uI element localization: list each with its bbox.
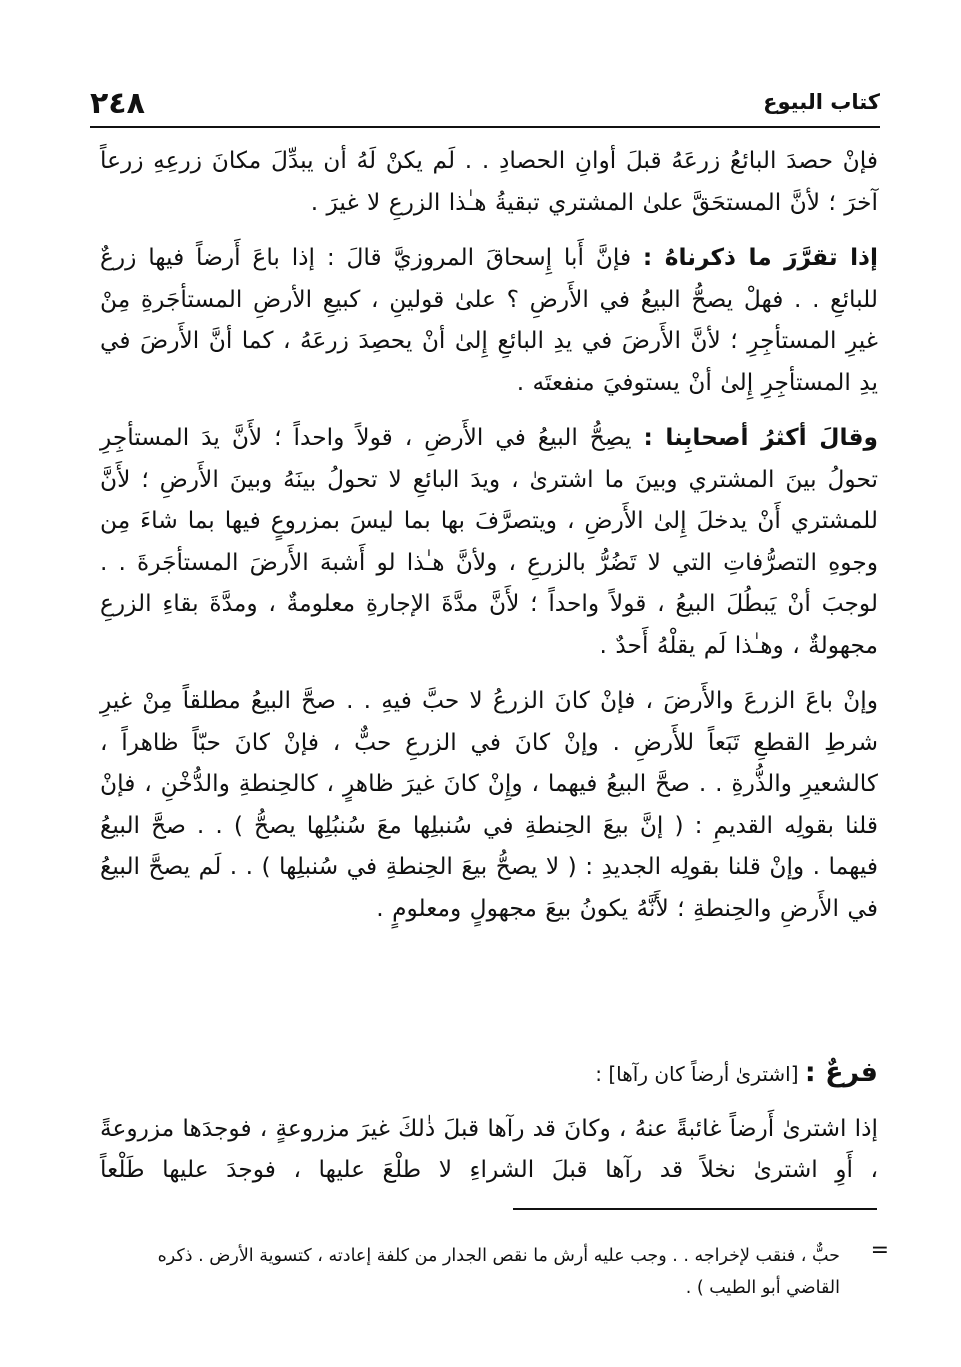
paragraph-lead: وقالَ أكثرُ أصحابِنا : — [643, 424, 878, 451]
paragraph-text: فإنْ حصدَ البائعُ زرعَهُ قبلَ أوانِ الحصادِ . . لَم يكنْ لَهُ أن يبدِّلَ مكانَ زرعِهِ زرعاً آخرَ ؛ لأنَّ المستحَقَّ علىٰ المشتري تبقيةُ هـٰذا الزرعِ لا غيرَ . — [100, 147, 878, 216]
footnote-rule — [513, 1208, 877, 1210]
header-rule — [90, 126, 880, 128]
paragraph-text: فإنَّ أَبا إِسحاقَ المروزيَّ قالَ : إذا باعَ أَرضاً فيها زرعٌ للبائعِ . . فهلْ يصحُّ البيعُ في الأَرضِ ؟ علىٰ قولينِ ، كبيعِ الأرضِ المستأجَرةِ مِنْ غيرِ المستأجِرِ ؛ لأنَّ الأَرضَ في يدِ البائعِ إِلىٰ أنْ يحصِدَ زرعَهُ ، كما أنَّ الأَرضَ في يدِ المستأجِرِ إِلىٰ أنْ يستوفيَ منفعتَه . — [100, 244, 878, 396]
branch-heading — [100, 1052, 878, 1096]
paragraph-text: وإنْ باعَ الزرعَ والأَرضَ ، فإنْ كانَ الزرعُ لا حبَّ فيهِ . . صحَّ البيعُ مطلقاً مِنْ غيرِ شرطِ القطعِ تَبَعاً للأَرضِ . وإنْ كانَ في الزرعِ حبٌّ ، فإنْ كانَ حبّاً ظاهراً ، كالشعيرِ والذُّرةِ . . صحَّ البيعُ فيهما ، وإِنْ كانَ غيرَ ظاهرٍ ، كالحِنطةِ والدُّخْنِ ، فإنْ قلنا بقولِه القديمِ : ( إنَّ بيعَ الحِنطةِ في سُنبلِها معَ سُنبُلِها يصحُّ ) . . صحَّ البيعُ فيهما . وإنْ قلنا بقولِه الجديدِ : ( لا يصحُّ بيعَ الحِنطةِ في سُنبلِها ) . . لَم يصحَّ البيعُ في الأَرضِ والحِنطةِ ؛ لأَنَّهُ يكونُ بيعَ مجهولٍ ومعلومٍ . — [100, 687, 878, 922]
branch-label: فرعٌ : — [804, 1057, 878, 1088]
paragraph-text: يصِحُّ البيعُ في الأَرضِ ، قولاً واحداً ؛ لأَنَّ يدَ المستأجِرِ تحولُ بينَ المشتري وبينَ ما اشترىٰ ، ويدَ البائعِ لا تحولُ بينَهُ وبينَ الأَرضِ ؛ لأَنَّ للمشتري أَنْ يدخلَ إِلىٰ الأَرضِ ، ويتصرَّفَ بها بما ليسَ بمزروعٍ فيها بما شاءَ مِن وجوهِ التصرُّفاتِ التي لا تَضُرُّ بالزرعِ ، ولأنَّ هـٰذا لو أَشبهَ الأَرضَ المستأجَرةَ . . لوجبَ أنْ يَبطُلَ البيعُ ، قولاً واحداً ؛ لأَنَّ مدَّةَ الإجارةِ معلومةٌ ، ومدَّةَ بقاءِ الزرعِ مجهولةٌ ، وهـٰذا لَم يقلْهُ أَحدٌ . — [100, 424, 878, 659]
paragraph-lead: إذا تقرَّرَ ما ذكرناهُ : — [642, 244, 878, 271]
branch-paragraph: إذا اشترىٰ أَرضاً غائبةً عنهُ ، وكانَ قد رآها قبلَ ذٰلكَ غيرَ مزروعةٍ ، فوجدَها مزروعةً ، أَوِ اشترىٰ نخلاً قد رآها قبلَ الشراءِ لا طلْعَ عليها ، فوجدَ عليها طَلْعاً — [100, 1114, 878, 1183]
paragraph-2 — [100, 237, 878, 403]
paragraph-3 — [100, 417, 878, 666]
main-text — [100, 140, 878, 943]
footnote-marker: = — [870, 1238, 889, 1263]
running-head — [90, 86, 880, 122]
footnote: حبٌّ ، فنقب لإخراجه . . وجب عليه أرش ما نقص الجدار من كلفة إعادته ، كتسوية الأرض . ذكره القاضي أبو الطيب ) . — [157, 1246, 840, 1298]
paragraph-1 — [100, 140, 878, 223]
branch-section — [100, 1052, 878, 1191]
branch-title: [اشترىٰ أرضاً كان رآها] : — [595, 1062, 805, 1086]
book-title: كتاب البيوع — [763, 90, 880, 114]
page-number: ٢٤٨ — [90, 86, 145, 121]
paragraph-4 — [100, 680, 878, 929]
